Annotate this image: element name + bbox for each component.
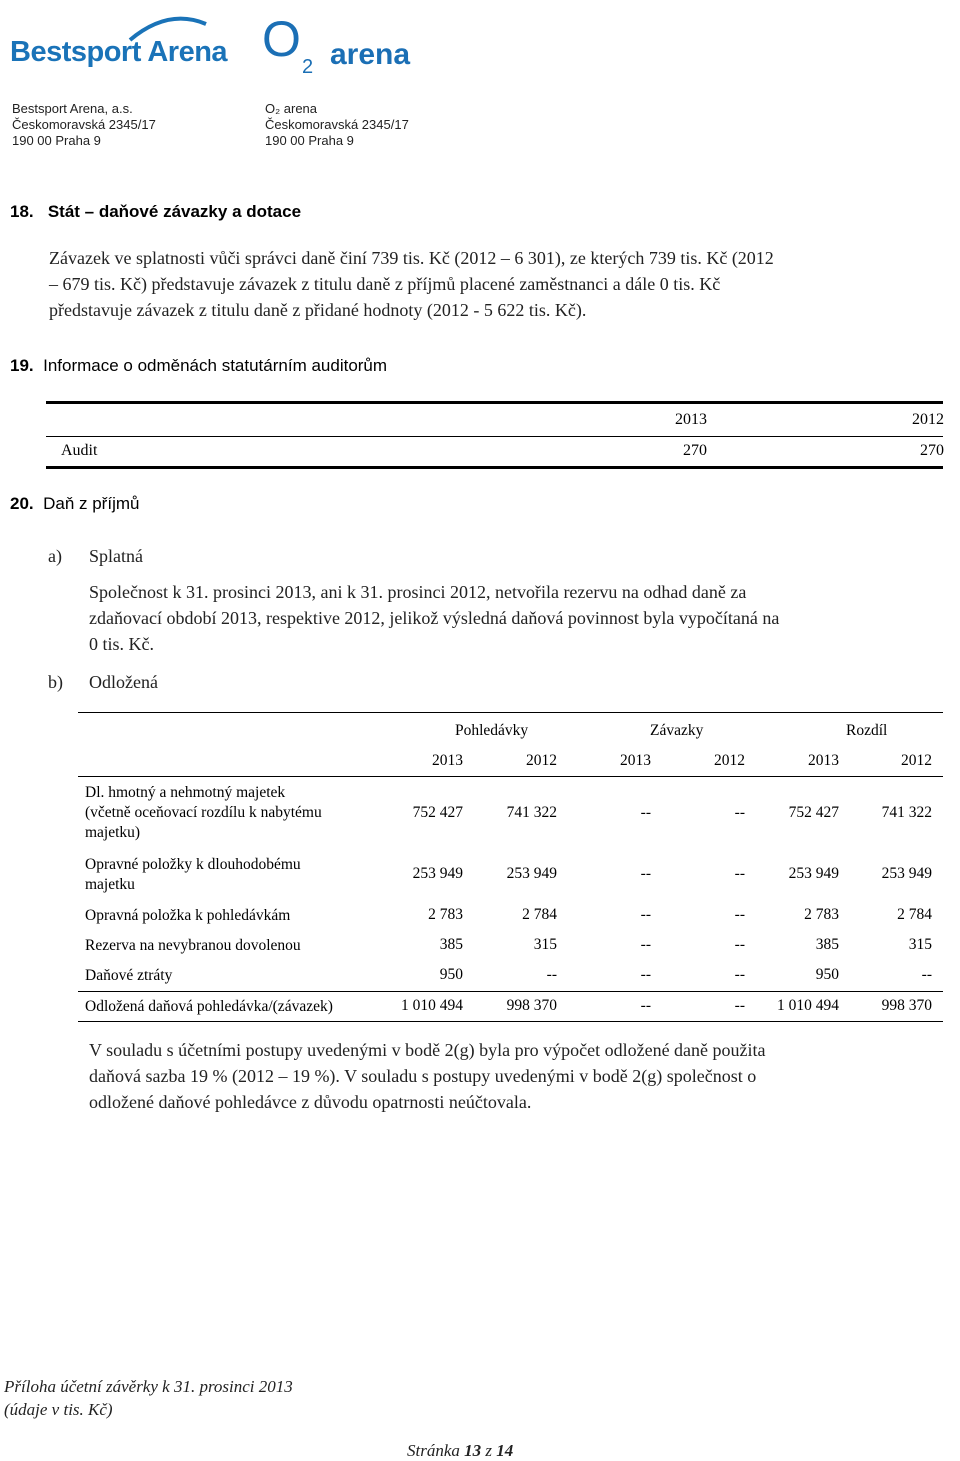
address-line: 190 00 Praha 9 — [12, 133, 101, 148]
paragraph-line: představuje závazek z titulu daně z přidané hodnoty (2012 - 5 622 tis. Kč). — [49, 300, 587, 320]
table-cell: -- — [734, 966, 745, 983]
audit-row-label: Audit — [61, 442, 98, 459]
table-cell: -- — [640, 906, 651, 923]
audit-table-top-rule — [46, 401, 943, 404]
section-18-heading — [10, 202, 301, 222]
row-label-line: Rezerva na nevybranou dovolenou — [85, 937, 301, 954]
table-row-label — [85, 966, 172, 986]
audit-header-rule — [46, 436, 943, 437]
table-cell: 385 — [815, 936, 839, 953]
table-cell: 315 — [908, 936, 932, 953]
address-o2 — [265, 101, 409, 149]
row-label-line: Opravná položka k pohledávkám — [85, 907, 291, 924]
row-label-line: (včetně oceňovací rozdílu k nabytému — [85, 804, 322, 821]
bestsport-swoosh-icon — [128, 14, 208, 44]
table-cell: 2 783 — [804, 906, 839, 923]
year-header: 2012 — [901, 752, 932, 769]
year-header: 2013 — [620, 752, 651, 769]
table-cell: -- — [640, 997, 651, 1014]
group-header-rozdil: Rozdíl — [846, 722, 888, 739]
table-cell: -- — [734, 804, 745, 821]
table-cell: 253 949 — [412, 865, 463, 882]
address-line: 190 00 Praha 9 — [265, 133, 354, 148]
audit-value-2013: 270 — [683, 442, 707, 459]
table-cell: -- — [640, 936, 651, 953]
address-line: O₂ arena — [265, 101, 318, 116]
table-cell: 950 — [439, 966, 463, 983]
table-cell: 752 427 — [412, 804, 463, 821]
section-title: Stát – daňové závazky a dotace — [47, 202, 302, 221]
page-total: 14 — [496, 1441, 514, 1460]
year-header: 2012 — [526, 752, 557, 769]
subsection-a-text — [89, 579, 935, 657]
deferred-table-top-rule — [78, 712, 943, 713]
paragraph-line: Společnost k 31. prosinci 2013, ani k 31. prosinci 2012, netvořila rezervu na odhad daně za — [89, 582, 747, 602]
footer-units: (údaje v tis. Kč) — [4, 1400, 113, 1419]
table-cell: 2 784 — [522, 906, 557, 923]
year-header: 2013 — [808, 752, 839, 769]
table-cell: 998 370 — [881, 997, 932, 1014]
section-20-heading — [10, 494, 139, 514]
bestsport-logo: Bestsport Arena — [10, 36, 228, 68]
section-title: Daň z příjmů — [43, 494, 140, 513]
table-cell: -- — [546, 966, 557, 983]
subsection-a-title: Splatná — [89, 546, 143, 566]
page-current: 13 — [464, 1441, 482, 1460]
paragraph-line: 0 tis. Kč. — [89, 634, 154, 654]
o2-logo-arena: arena — [330, 38, 411, 71]
audit-value-2012: 270 — [920, 442, 944, 459]
table-cell: -- — [734, 936, 745, 953]
table-row-label — [85, 936, 301, 956]
paragraph-line: odložené daňové pohledávce z důvodu opatrnosti neúčtovala. — [89, 1092, 532, 1112]
table-cell: -- — [734, 865, 745, 882]
paragraph-line: V souladu s účetními postupy uvedenými v bodě 2(g) byla pro výpočet odložené daně použita — [89, 1040, 766, 1060]
table-row-label — [85, 855, 301, 895]
table-cell: 253 949 — [506, 865, 557, 882]
section-number: 19. — [10, 356, 34, 375]
deferred-header-rule — [78, 776, 943, 777]
table-cell: 741 322 — [881, 804, 932, 821]
subsection-b-title: Odložená — [89, 672, 158, 692]
address-line: Českomoravská 2345/17 — [265, 117, 409, 132]
table-cell: 998 370 — [506, 997, 557, 1014]
table-cell: -- — [640, 865, 651, 882]
table-cell: 2 783 — [428, 906, 463, 923]
group-header-pohledavky: Pohledávky — [455, 722, 529, 739]
row-label-line: Dl. hmotný a nehmotný majetek — [85, 784, 286, 801]
audit-year-2013: 2013 — [675, 411, 707, 428]
table-cell: 385 — [439, 936, 463, 953]
group-header-zavazky: Závazky — [650, 722, 704, 739]
deferred-total-rule — [78, 991, 943, 992]
table-cell: -- — [734, 906, 745, 923]
row-label-line: Opravné položky k dlouhodobému — [85, 856, 301, 873]
row-label-line: majetku) — [85, 824, 141, 841]
deferred-table-bottom-rule — [78, 1021, 943, 1022]
page-number — [407, 1441, 513, 1461]
table-cell: 741 322 — [506, 804, 557, 821]
row-label-line: Odložená daňová pohledávka/(závazek) — [85, 998, 333, 1015]
table-cell: -- — [734, 997, 745, 1014]
footer-title: Příloha účetní závěrky k 31. prosinci 2013 — [4, 1377, 293, 1396]
section-title: Informace o odměnách statutárním auditorům — [43, 356, 388, 375]
audit-table-bottom-rule — [46, 466, 943, 469]
paragraph-line: daňová sazba 19 % (2012 – 19 %). V souladu s postupy uvedenými v bodě 2(g) společnost o — [89, 1066, 757, 1086]
year-header: 2012 — [714, 752, 745, 769]
table-cell: 315 — [533, 936, 557, 953]
section-19-heading — [10, 356, 387, 376]
row-label-line: majetku — [85, 876, 135, 893]
subsection-a-marker: a) — [48, 546, 62, 566]
table-row-label — [85, 906, 290, 926]
year-header: 2013 — [432, 752, 463, 769]
table-cell: -- — [640, 804, 651, 821]
address-line: Českomoravská 2345/17 — [12, 117, 156, 132]
table-cell: -- — [921, 966, 932, 983]
o2-logo-sub: 2 — [302, 56, 314, 78]
address-bestsport — [12, 101, 156, 149]
table-cell: 253 949 — [788, 865, 839, 882]
paragraph-line: Závazek ve splatnosti vůči správci daně činí 739 tis. Kč (2012 – 6 301), ze kterých 739 tis. Kč (2012 — [49, 248, 774, 268]
table-cell: 950 — [815, 966, 839, 983]
table-cell: 253 949 — [881, 865, 932, 882]
table-cell: 1 010 494 — [777, 997, 839, 1014]
page-separator: z — [485, 1441, 493, 1460]
section-number: 20. — [10, 494, 34, 513]
table-cell: -- — [640, 966, 651, 983]
address-line: Bestsport Arena, a.s. — [12, 101, 133, 116]
row-label-line: Daňové ztráty — [85, 967, 173, 984]
paragraph-line: – 679 tis. Kč) představuje závazek z titulu daně z příjmů placené zaměstnanci a dále 0 tis. Kč — [49, 274, 721, 294]
closing-paragraph — [89, 1037, 935, 1115]
section-18-text — [49, 245, 929, 323]
section-number: 18. — [10, 202, 34, 221]
o2-logo-o: O — [262, 11, 301, 67]
paragraph-line: zdaňovací období 2013, respektive 2012, jelikož výsledná daňová povinnost byla vypočítaná na — [89, 608, 780, 628]
subsection-b-marker: b) — [48, 672, 63, 692]
table-cell: 752 427 — [788, 804, 839, 821]
table-cell: 1 010 494 — [401, 997, 463, 1014]
table-row-label — [85, 783, 322, 843]
page-prefix: Stránka — [407, 1441, 460, 1460]
audit-year-2012: 2012 — [912, 411, 944, 428]
table-cell: 2 784 — [897, 906, 932, 923]
table-row-label-total — [85, 997, 333, 1017]
